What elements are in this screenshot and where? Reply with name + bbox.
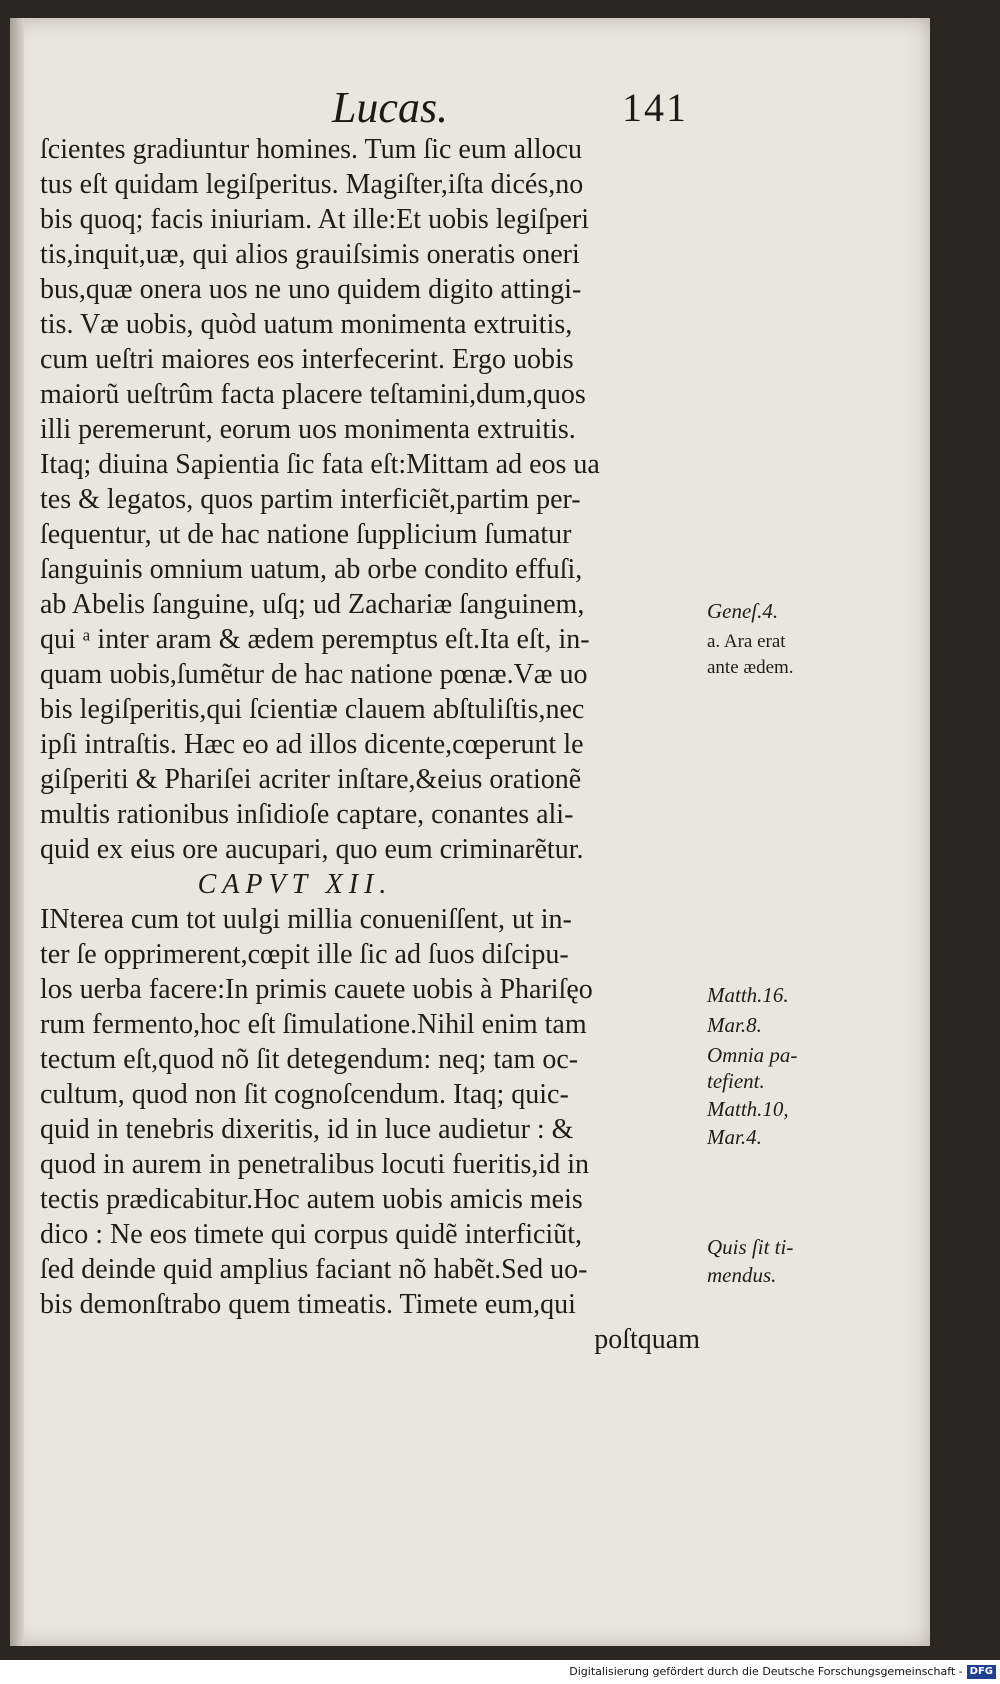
text-line: ſanguinis omnium uatum, ab orbe condito effuſi, [40, 554, 583, 585]
text-line: ſequentur, ut de hac natione ſupplicium ſumatur [40, 519, 572, 550]
margin-note-quis: Quis ſit ti- [707, 1235, 794, 1259]
text-line: Itaq; diuina Sapientia ſic fata eſt:Mittam ad eos ua [40, 449, 600, 480]
margin-note-ara: a. Ara erat [707, 631, 786, 652]
text-line: tis,inquit,uæ, qui alios grauiſsimis oneratis oneri [40, 239, 580, 270]
text-line: cum ueſtri maiores eos interfecerint. Ergo uobis [40, 344, 574, 375]
book-page [10, 18, 930, 1646]
text-line: bis quoq; facis iniuriam. At ille:Et uobis legiſperi [40, 204, 590, 235]
text-line: quid ex eius ore aucupari, quo eum criminarẽtur. [40, 834, 584, 865]
text-line: qui ᵃ inter aram & ædem peremptus eſt.Ita eſt, in- [40, 624, 590, 655]
text-line: tus eſt quidam legiſperitus. Magiſter,iſta dicés,no [40, 169, 584, 200]
running-title: Lucas. [331, 83, 449, 132]
margin-notes [10, 18, 930, 1646]
digitization-footer [560, 1663, 996, 1681]
text-line: cultum, quod non ſit cognoſcendum. Itaq; quic- [40, 1079, 569, 1110]
text-line: rum fermento,hoc eſt ſimulatione.Nihil enim tam [40, 1009, 587, 1040]
chapter-heading: CAPVT XII. [197, 869, 393, 900]
page-number: 141 [622, 85, 688, 130]
text-line: los uerba facere:In primis cauete uobis à Phariſęo [40, 974, 593, 1005]
text-line: quid in tenebris dixeritis, id in luce audietur : & [40, 1114, 574, 1145]
text-line: giſperiti & Phariſei acriter inſtare,&eius orationẽ [40, 764, 582, 795]
text-line: ſcientes gradiuntur homines. Tum ſic eum allocu [40, 134, 583, 165]
margin-note-matth10: Matth.10, [707, 1097, 789, 1121]
margin-note-omnia: Omnia pa- [707, 1043, 798, 1067]
text-line: INterea cum tot uulgi millia conueniſſent, ut in- [40, 904, 572, 935]
margin-note-omnia: tefient. [707, 1069, 765, 1093]
footer-text: Digitalisierung gefördert durch die Deutsche Forschungsgemeinschaft - [569, 1665, 963, 1678]
margin-note-matth16: Matth.16. [707, 983, 789, 1007]
catchword: poſtquam [594, 1324, 700, 1355]
text-line: ſed deinde quid amplius faciant nõ habẽt.Sed uo- [40, 1254, 588, 1285]
margin-note-mar8: Mar.8. [707, 1013, 762, 1037]
text-line: multis rationibus inſidioſe captare, conantes ali- [40, 799, 574, 830]
dfg-logo: DFG [967, 1665, 996, 1679]
text-line: bis demonſtrabo quem timeatis. Timete eum,qui [40, 1289, 576, 1320]
text-line: tes & legatos, quos partim interficiẽt,partim per- [40, 484, 581, 515]
text-line: ab Abelis ſanguine, uſq; ud Zachariæ ſanguinem, [40, 589, 585, 620]
text-line: tectum eſt,quod nõ ſit detegendum: neq; tam oc- [40, 1044, 579, 1075]
text-line: tis. Væ uobis, quòd uatum monimenta extruitis, [40, 309, 573, 340]
text-line: illi peremerunt, eorum uos monimenta extruitis. [40, 414, 576, 445]
text-line: bus,quæ onera uos ne uno quidem digito attingi- [40, 274, 582, 305]
text-line: ipſi intraſtis. Hæc eo ad illos dicente,cœperunt le [40, 729, 584, 760]
text-line: dico : Ne eos timete qui corpus quidẽ interficiũt, [40, 1219, 582, 1250]
margin-note-quis: mendus. [707, 1263, 777, 1287]
text-line: ter ſe opprimerent,cœpit ille ſic ad ſuos diſcipu- [40, 939, 569, 970]
text-line: bis legiſperitis,qui ſcientiæ clauem abſtuliſtis,nec [40, 694, 585, 725]
margin-note-ara: ante ædem. [707, 657, 794, 678]
margin-note-mar4: Mar.4. [707, 1125, 762, 1149]
text-line: maiorũ ueſtrûm facta placere teſtamini,dum,quos [40, 379, 586, 410]
text-line: tectis prædicabitur.Hoc autem uobis amicis meis [40, 1184, 583, 1215]
text-line: quod in aurem in penetralibus locuti fueritis,id in [40, 1149, 589, 1180]
text-line: quam uobis,ſumẽtur de hac natione pœnæ.Væ uo [40, 659, 588, 690]
margin-note-genesis: Geneſ.4. [707, 599, 779, 623]
